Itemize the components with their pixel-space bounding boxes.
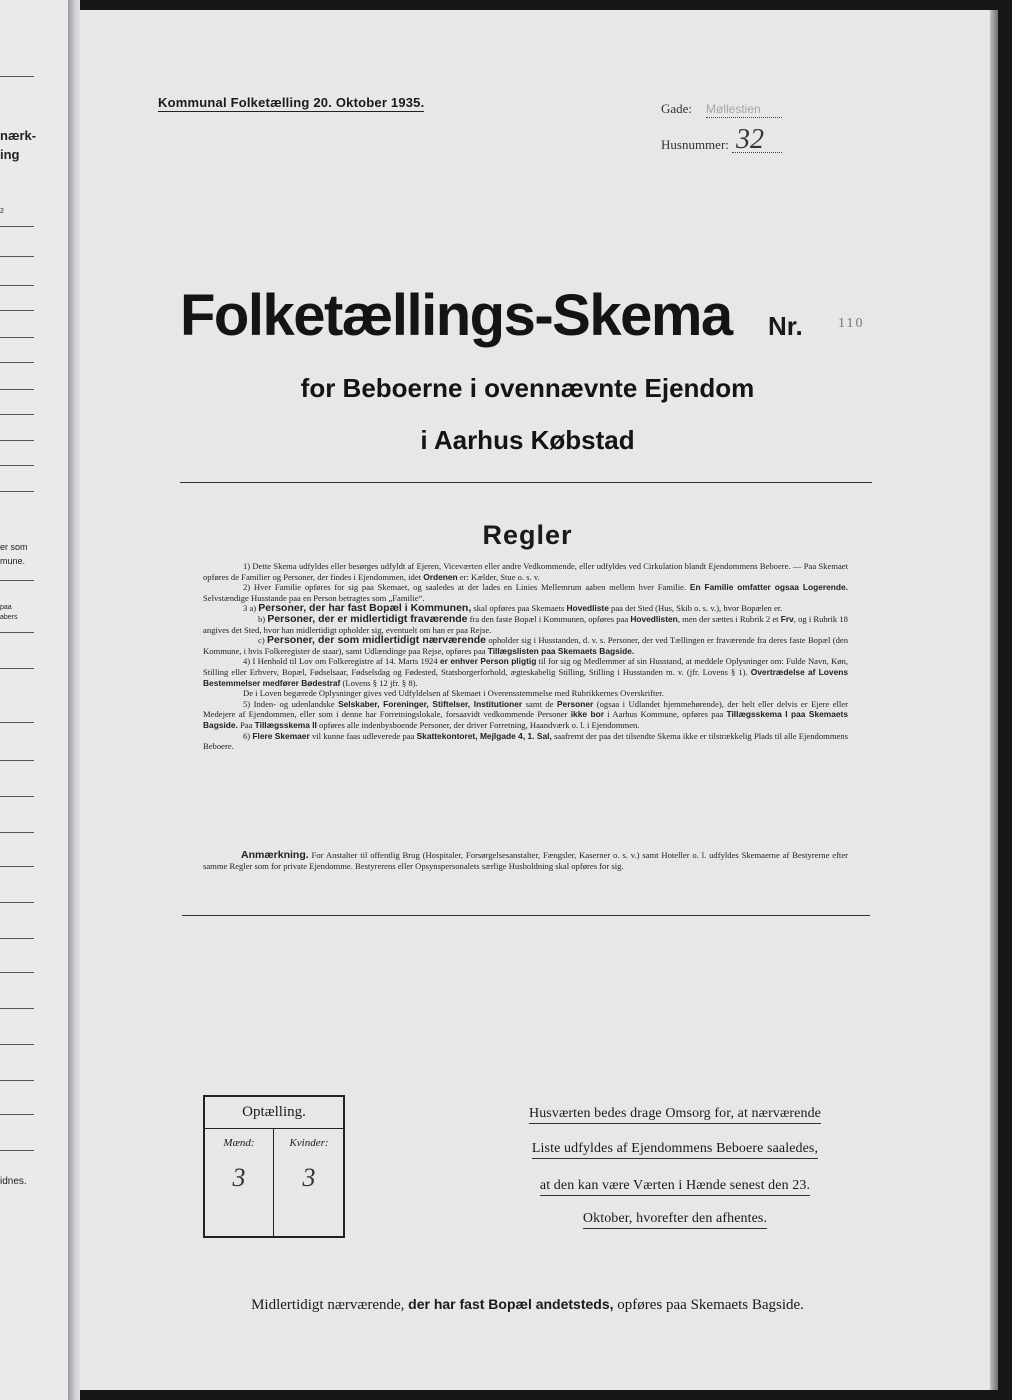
house-number-label: Husnummer: — [661, 137, 729, 152]
rule-5: 5) Inden- og udenlandske Selskaber, Foreninger, Stiftelser, Institutioner samt de Personer (ogsaa i Udlandet hjemmehørende), der helt eller delvis er Ejere eller Medejere af Ejendommen, eller som i denne har Forretningslokale, forsaavidt vedkommende Personer ikke bor i Aarhus Kommune, opføres paa Tillægsskema I paa Skemaets Bagside. Paa Tillægsskema II opføres alle indenbysboende Personer, der driver Forretning, Haandværk o. l. i Ejendommen. — [203, 698, 848, 730]
ledger-line — [0, 972, 34, 973]
ledger-line — [0, 1044, 34, 1045]
page-fragment: paa — [0, 604, 12, 611]
book-gutter — [68, 0, 80, 1400]
remark-paragraph — [203, 850, 848, 872]
rules-heading: Regler — [482, 520, 573, 550]
page-fragment: abers — [0, 614, 18, 621]
page-fragment: ing — [0, 147, 20, 162]
rules-text — [203, 561, 848, 752]
ledger-line — [0, 310, 34, 311]
men-count: 3 — [232, 1163, 246, 1192]
men-label: Mænd: — [223, 1137, 255, 1149]
page-fragment: nærk- — [0, 128, 37, 143]
notice-line-4: Oktober, hvorefter den afhentes. — [500, 1211, 850, 1227]
count-box — [203, 1095, 345, 1238]
ledger-line — [0, 1114, 34, 1115]
ledger-line — [0, 76, 34, 77]
rule-3a: 3 a) Personer, der har fast Bopæl i Kommunen, skal opføres paa Skemaets Hovedliste paa det Sted (Hus, Skib o. s. v.), hvor Bopælen er. — [243, 602, 783, 615]
form-number-label: Nr. — [768, 311, 803, 341]
ledger-line — [0, 465, 34, 466]
ledger-line — [0, 760, 34, 761]
page-edge — [990, 10, 998, 1390]
count-box-divider — [273, 1128, 274, 1238]
ledger-line — [0, 226, 34, 227]
page-fragment: 2 — [0, 208, 4, 215]
census-heading: Kommunal Folketælling 20. Oktober 1935. — [158, 95, 425, 110]
women-label: Kvinder: — [289, 1137, 329, 1149]
ledger-line — [0, 668, 34, 669]
ledger-line — [0, 362, 34, 363]
street-field-line — [706, 117, 782, 118]
rule-6: 6) Flere Skemaer vil kunne faas udleverede paa Skattekontoret, Mejlgade 4, 1. Sal, saafremt der paa det tilsendte Skema ikke er tilstrækkelig Plads til alle Ejendommens Beboere. — [203, 730, 848, 752]
form-title: Folketællings-Skema — [180, 283, 732, 348]
ledger-line — [0, 440, 34, 441]
ledger-line — [0, 1080, 34, 1081]
rule-3b: b) Personer, der er midlertidigt fraværende fra den faste Bopæl i Kommunen, opføres paa Hovedlisten, men der sættes i Rubrik 2 et Frv, og i Rubrik 18 angives det Sted, hvor han midlertidigt opholder sig, eventuelt om han er paa Rejse. — [203, 612, 848, 635]
footer-note: Midlertidigt nærværende, der har fast Bopæl andetsteds, opføres paa Skemaets Bagside. — [251, 1296, 804, 1313]
house-number-value: 32 — [736, 124, 764, 155]
ledger-line — [0, 256, 34, 257]
women-count: 3 — [302, 1163, 316, 1192]
rule-1: 1) Dette Skema udfyldes eller besørges udfyldt af Ejeren, Viceværten eller andre Vedkommende, eller udfyldes ved Cirkulation blandt Ejendommens Beboere. — Paa Skemaet opføres de Familier og Personer, der findes i Ejendommen, idet Ordenen er: Kælder, Stue o. s. v. — [203, 561, 848, 582]
ledger-line — [0, 938, 34, 939]
notice-line-1: Husværten bedes drage Omsorg for, at nærværende — [500, 1106, 850, 1122]
rule-4: 4) I Henhold til Lov om Folkeregistre af 14. Marts 1924 er enhver Person pligtig til for sig og Medlemmer af sin Husstand, at meddele Oplysninger om: Fulde Navn, Køn, Stilling eller Erhverv, Bopæl, Fødselsaar, Fødselsdag og Fødested, Statsborgerforhold, ægteskabelig Stilling, Stilling i Husstanden m. v. (jfr. Lovens § 1). Overtrædelse af Lovens Bestemmelser medfører Bødestraf (Lovens § 12 jfr. § 8). — [203, 656, 849, 688]
ledger-line — [0, 580, 34, 581]
notice-line-2: Liste udfyldes af Ejendommens Beboere saaledes, — [500, 1141, 850, 1157]
page-fragment: er som — [0, 542, 28, 552]
ledger-line — [0, 491, 34, 492]
count-box-title: Optælling. — [205, 1097, 343, 1129]
previous-page-strip — [0, 0, 68, 1400]
remark-label: Anmærkning. — [241, 849, 309, 861]
page-fragment: mune. — [0, 556, 26, 566]
page-fragment: idnes. — [0, 1176, 27, 1187]
ledger-line — [0, 389, 34, 390]
divider — [180, 482, 872, 483]
rule-3c: c) Personer, der som midlertidigt nærværende opholder sig i Husstanden, d. v. s. Personer, der ved Tællingen er fraværende fra deres faste Bopæl (den Kommune, i hvis Folkeregister de staar), samt Udlændinge paa Rejse, opføres paa Tillægslisten paa Skemaets Bagside. — [203, 634, 848, 656]
form-subtitle: for Beboerne i ovennævnte Ejendom — [300, 373, 755, 403]
ledger-line — [0, 832, 34, 833]
ledger-line — [0, 632, 34, 633]
ledger-line — [0, 337, 34, 338]
ledger-line — [0, 1150, 34, 1151]
street-value: Møllestien — [706, 102, 761, 116]
ledger-line — [0, 902, 34, 903]
notice-line-3: at den kan være Værten i Hænde senest den 23. — [500, 1178, 850, 1194]
ledger-line — [0, 1008, 34, 1009]
divider — [182, 915, 870, 916]
street-label: Gade: — [661, 101, 693, 116]
rule-2: 2) Hver Familie opføres for sig paa Skemaet, og saaledes at der lades en Linies Mellemrum aaben mellem hver Familie. En Familie omfatter ogsaa Logerende. Selvstændige Husstande paa en Person betragtes som „Familie“. — [203, 582, 849, 603]
rule-4-note: De i Loven begærede Oplysninger gives ved Udfyldelsen af Skemaet i Overensstemmelse med Rubrikkernes Overskrifter. — [243, 688, 664, 699]
remark-text: For Anstalter til offentlig Brug (Hospitaler, Forsørgelsesanstalter, Fængsler, Kaserner o. s. v.) samt Hoteller o. l. udfyldes Skemaerne af Bestyrerne efter samme Regler som for private Ejendomme. Bestyrerens eller Opsynspersonalets særlige Husholdning skal opføres for sig. — [203, 850, 848, 871]
ledger-line — [0, 285, 34, 286]
ledger-line — [0, 722, 34, 723]
ledger-line — [0, 414, 34, 415]
form-location: i Aarhus Købstad — [420, 425, 635, 455]
form-number-value: 110 — [838, 316, 865, 331]
house-number-field-line — [732, 152, 782, 153]
ledger-line — [0, 796, 34, 797]
ledger-line — [0, 866, 34, 867]
